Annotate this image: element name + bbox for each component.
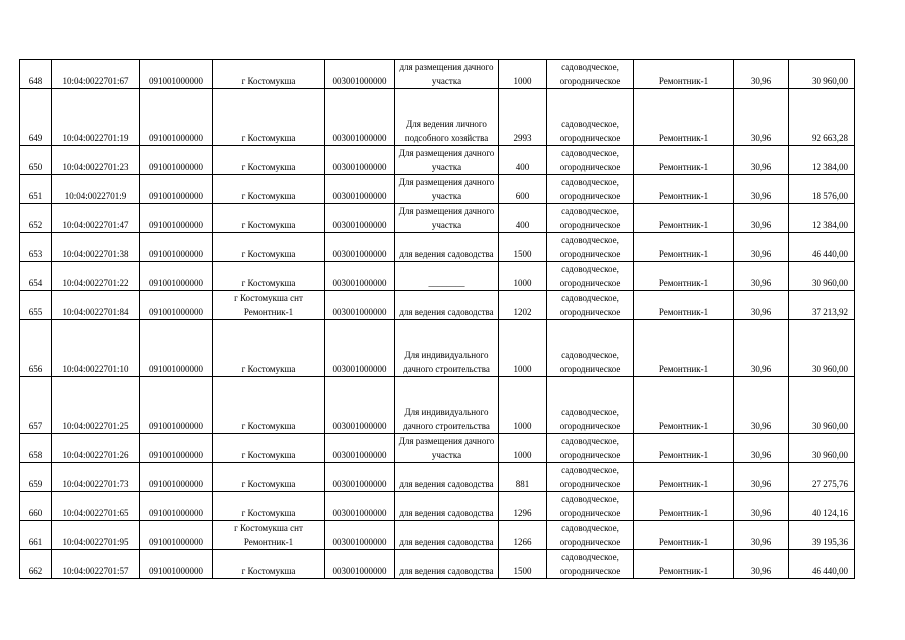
area: 1000: [499, 377, 547, 434]
locality: г Костомукша: [213, 89, 325, 146]
okato-code: 091001000000: [140, 434, 213, 463]
cadastral-value: 30 960,00: [789, 320, 855, 377]
table-row: [20, 550, 855, 579]
area: 400: [499, 204, 547, 233]
association-name: Ремонтник-1: [634, 89, 734, 146]
permitted-use: Для размещения дачного участка: [395, 434, 499, 463]
row-number: 659: [20, 463, 52, 492]
table-row: [20, 233, 855, 262]
row-number: 655: [20, 291, 52, 320]
table-row: [20, 320, 855, 377]
table-body: [20, 60, 855, 579]
area: 1000: [499, 262, 547, 291]
association-name: Ремонтник-1: [634, 204, 734, 233]
oktmo-code: 003001000000: [325, 463, 395, 492]
oktmo-code: 003001000000: [325, 521, 395, 550]
association-name: Ремонтник-1: [634, 175, 734, 204]
row-number: 651: [20, 175, 52, 204]
association-name: Ремонтник-1: [634, 521, 734, 550]
cadastral-value: 27 275,76: [789, 463, 855, 492]
okato-code: 091001000000: [140, 89, 213, 146]
cadastral-value: 92 663,28: [789, 89, 855, 146]
cadastral-value: 37 213,92: [789, 291, 855, 320]
association-name: Ремонтник-1: [634, 60, 734, 89]
locality: г Костомукша: [213, 204, 325, 233]
land-category: садоводческое, огородническое: [547, 434, 634, 463]
cadastral-number: 10:04:0022701:84: [52, 291, 140, 320]
row-number: 658: [20, 434, 52, 463]
specific-rate: 30,96: [734, 60, 789, 89]
specific-rate: 30,96: [734, 175, 789, 204]
oktmo-code: 003001000000: [325, 146, 395, 175]
okato-code: 091001000000: [140, 204, 213, 233]
area: 1500: [499, 550, 547, 579]
table-row: [20, 175, 855, 204]
permitted-use: Для размещения дачного участка: [395, 204, 499, 233]
locality: г Костомукша снт Ремонтник-1: [213, 521, 325, 550]
association-name: Ремонтник-1: [634, 320, 734, 377]
specific-rate: 30,96: [734, 550, 789, 579]
cadastral-number: 10:04:0022701:9: [52, 175, 140, 204]
specific-rate: 30,96: [734, 89, 789, 146]
permitted-use: Для размещения дачного участка: [395, 175, 499, 204]
specific-rate: 30,96: [734, 204, 789, 233]
row-number: 660: [20, 492, 52, 521]
specific-rate: 30,96: [734, 521, 789, 550]
locality: г Костомукша снт Ремонтник-1: [213, 291, 325, 320]
permitted-use: ________: [395, 262, 499, 291]
permitted-use: Для индивидуального дачного строительства: [395, 377, 499, 434]
area: 2993: [499, 89, 547, 146]
association-name: Ремонтник-1: [634, 550, 734, 579]
cadastral-number: 10:04:0022701:67: [52, 60, 140, 89]
permitted-use: для ведения садоводства: [395, 492, 499, 521]
row-number: 648: [20, 60, 52, 89]
table-row: [20, 89, 855, 146]
specific-rate: 30,96: [734, 434, 789, 463]
land-category: садоводческое, огородническое: [547, 146, 634, 175]
row-number: 657: [20, 377, 52, 434]
permitted-use: для ведения садоводства: [395, 291, 499, 320]
cadastral-number: 10:04:0022701:38: [52, 233, 140, 262]
specific-rate: 30,96: [734, 492, 789, 521]
locality: г Костомукша: [213, 60, 325, 89]
oktmo-code: 003001000000: [325, 89, 395, 146]
row-number: 650: [20, 146, 52, 175]
okato-code: 091001000000: [140, 291, 213, 320]
okato-code: 091001000000: [140, 262, 213, 291]
locality: г Костомукша: [213, 262, 325, 291]
row-number: 654: [20, 262, 52, 291]
row-number: 662: [20, 550, 52, 579]
oktmo-code: 003001000000: [325, 60, 395, 89]
okato-code: 091001000000: [140, 60, 213, 89]
okato-code: 091001000000: [140, 233, 213, 262]
locality: г Костомукша: [213, 463, 325, 492]
land-category: садоводческое, огородническое: [547, 204, 634, 233]
cadastral-value: 46 440,00: [789, 550, 855, 579]
okato-code: 091001000000: [140, 175, 213, 204]
oktmo-code: 003001000000: [325, 233, 395, 262]
cadastral-value: 12 384,00: [789, 204, 855, 233]
area: 1000: [499, 60, 547, 89]
cadastral-number: 10:04:0022701:73: [52, 463, 140, 492]
locality: г Костомукша: [213, 434, 325, 463]
okato-code: 091001000000: [140, 492, 213, 521]
cadastral-number: 10:04:0022701:26: [52, 434, 140, 463]
locality: г Костомукша: [213, 492, 325, 521]
locality: г Костомукша: [213, 146, 325, 175]
permitted-use: для ведения садоводства: [395, 463, 499, 492]
land-category: садоводческое, огородническое: [547, 550, 634, 579]
okato-code: 091001000000: [140, 550, 213, 579]
specific-rate: 30,96: [734, 463, 789, 492]
table-row: [20, 291, 855, 320]
oktmo-code: 003001000000: [325, 434, 395, 463]
cadastral-value: 12 384,00: [789, 146, 855, 175]
area: 400: [499, 146, 547, 175]
oktmo-code: 003001000000: [325, 204, 395, 233]
locality: г Костомукша: [213, 377, 325, 434]
row-number: 653: [20, 233, 52, 262]
locality: г Костомукша: [213, 233, 325, 262]
okato-code: 091001000000: [140, 463, 213, 492]
table-row: [20, 521, 855, 550]
cadastral-number: 10:04:0022701:47: [52, 204, 140, 233]
permitted-use: для ведения садоводства: [395, 521, 499, 550]
association-name: Ремонтник-1: [634, 434, 734, 463]
association-name: Ремонтник-1: [634, 291, 734, 320]
okato-code: 091001000000: [140, 521, 213, 550]
cadastral-number: 10:04:0022701:57: [52, 550, 140, 579]
land-category: садоводческое, огородническое: [547, 492, 634, 521]
specific-rate: 30,96: [734, 377, 789, 434]
land-category: садоводческое, огородническое: [547, 233, 634, 262]
specific-rate: 30,96: [734, 291, 789, 320]
specific-rate: 30,96: [734, 262, 789, 291]
cadastral-value: 30 960,00: [789, 434, 855, 463]
cadastral-number: 10:04:0022701:19: [52, 89, 140, 146]
cadastral-value: 30 960,00: [789, 377, 855, 434]
specific-rate: 30,96: [734, 233, 789, 262]
area: 1296: [499, 492, 547, 521]
cadastral-number: 10:04:0022701:25: [52, 377, 140, 434]
land-category: садоводческое, огородническое: [547, 291, 634, 320]
area: 1000: [499, 320, 547, 377]
permitted-use: Для ведения личного подсобного хозяйства: [395, 89, 499, 146]
area: 1202: [499, 291, 547, 320]
cadastral-number: 10:04:0022701:65: [52, 492, 140, 521]
cadastral-number: 10:04:0022701:22: [52, 262, 140, 291]
area: 881: [499, 463, 547, 492]
cadastral-number: 10:04:0022701:95: [52, 521, 140, 550]
cadastral-value: 46 440,00: [789, 233, 855, 262]
specific-rate: 30,96: [734, 320, 789, 377]
land-category: садоводческое, огородническое: [547, 262, 634, 291]
table-row: [20, 377, 855, 434]
specific-rate: 30,96: [734, 146, 789, 175]
cadastral-number: 10:04:0022701:23: [52, 146, 140, 175]
association-name: Ремонтник-1: [634, 233, 734, 262]
cadastral-value: 39 195,36: [789, 521, 855, 550]
table-row: [20, 146, 855, 175]
okato-code: 091001000000: [140, 377, 213, 434]
oktmo-code: 003001000000: [325, 492, 395, 521]
locality: г Костомукша: [213, 550, 325, 579]
oktmo-code: 003001000000: [325, 291, 395, 320]
table-row: [20, 262, 855, 291]
association-name: Ремонтник-1: [634, 146, 734, 175]
permitted-use: для ведения садоводства: [395, 550, 499, 579]
oktmo-code: 003001000000: [325, 377, 395, 434]
area: 1000: [499, 434, 547, 463]
cadastral-value: 30 960,00: [789, 262, 855, 291]
cadastral-number: 10:04:0022701:10: [52, 320, 140, 377]
land-category: садоводческое, огородническое: [547, 175, 634, 204]
oktmo-code: 003001000000: [325, 175, 395, 204]
oktmo-code: 003001000000: [325, 550, 395, 579]
area: 1266: [499, 521, 547, 550]
land-category: садоводческое, огородническое: [547, 463, 634, 492]
permitted-use: для размещения дачного участка: [395, 60, 499, 89]
table-row: [20, 204, 855, 233]
locality: г Костомукша: [213, 175, 325, 204]
row-number: 649: [20, 89, 52, 146]
association-name: Ремонтник-1: [634, 262, 734, 291]
cadastral-value: 30 960,00: [789, 60, 855, 89]
row-number: 661: [20, 521, 52, 550]
permitted-use: Для индивидуального дачного строительства: [395, 320, 499, 377]
land-category: садоводческое, огородническое: [547, 320, 634, 377]
row-number: 652: [20, 204, 52, 233]
association-name: Ремонтник-1: [634, 377, 734, 434]
oktmo-code: 003001000000: [325, 262, 395, 291]
table-row: [20, 60, 855, 89]
cadastral-value: 40 124,16: [789, 492, 855, 521]
area: 1500: [499, 233, 547, 262]
permitted-use: для ведения садоводства: [395, 233, 499, 262]
table-row: [20, 492, 855, 521]
table-row: [20, 434, 855, 463]
land-category: садоводческое, огородническое: [547, 89, 634, 146]
okato-code: 091001000000: [140, 146, 213, 175]
okato-code: 091001000000: [140, 320, 213, 377]
land-category: садоводческое, огородническое: [547, 521, 634, 550]
association-name: Ремонтник-1: [634, 492, 734, 521]
association-name: Ремонтник-1: [634, 463, 734, 492]
row-number: 656: [20, 320, 52, 377]
oktmo-code: 003001000000: [325, 320, 395, 377]
land-registry-table: [19, 59, 855, 579]
land-category: садоводческое, огородническое: [547, 60, 634, 89]
land-category: садоводческое, огородническое: [547, 377, 634, 434]
table-row: [20, 463, 855, 492]
permitted-use: Для размещения дачного участка: [395, 146, 499, 175]
area: 600: [499, 175, 547, 204]
cadastral-value: 18 576,00: [789, 175, 855, 204]
locality: г Костомукша: [213, 320, 325, 377]
